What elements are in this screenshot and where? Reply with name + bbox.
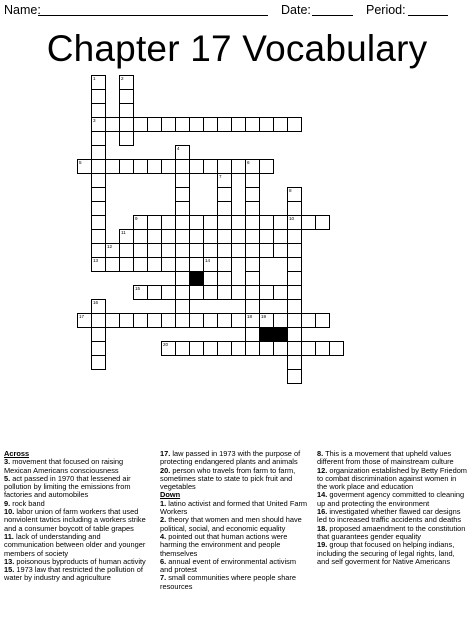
clue-number: 18 [247,314,253,319]
grid-cell[interactable] [245,201,260,216]
clue-text: pointed out that human actions were harming the environment and people themselves [160,531,288,558]
clue-item [160,516,310,533]
clue-number: 10 [289,216,295,221]
clue-item [4,508,152,533]
clue-number: 20. [160,465,171,475]
grid-cell[interactable] [259,117,274,132]
grid-cell[interactable] [147,215,162,230]
grid-cell[interactable] [133,215,148,230]
grid-cell[interactable] [217,313,232,328]
clue-number: 14. [317,490,328,500]
grid-cell[interactable] [217,215,232,230]
grid-cell[interactable] [175,201,190,216]
grid-cell[interactable] [245,327,260,342]
grid-cell[interactable] [259,341,274,356]
grid-cell[interactable] [245,187,260,202]
grid-cell[interactable] [119,131,134,146]
grid-cell[interactable] [147,159,162,174]
clue-number: 17. [160,449,171,458]
grid-cell[interactable] [287,313,302,328]
grid-cell[interactable] [119,243,134,258]
grid-cell[interactable] [217,285,232,300]
grid-cell[interactable] [91,355,106,370]
clue-item [4,475,152,500]
grid-cell[interactable] [91,229,106,244]
clue-item [160,558,310,575]
grid-cell[interactable] [91,215,106,230]
grid-cell[interactable] [91,257,106,272]
date-label: Date: [281,3,311,17]
grid-cell[interactable] [133,117,148,132]
grid-cell[interactable] [245,173,260,188]
clue-number: 15. [4,565,15,575]
grid-cell[interactable] [287,271,302,286]
clue-number: 15 [135,286,141,291]
grid-cell[interactable] [301,313,316,328]
clue-text: theory that women and men should have political, social, and economic equality [160,515,302,533]
clue-number: 9. [4,498,11,508]
clue-item [160,574,310,591]
clue-number: 8 [289,188,292,193]
grid-cell[interactable] [175,187,190,202]
grid-cell[interactable] [217,341,232,356]
clue-number: 3. [4,457,11,467]
grid-cell[interactable] [105,243,120,258]
grid-cell[interactable] [133,159,148,174]
grid-cell[interactable] [287,327,302,342]
grid-cell[interactable] [231,243,246,258]
grid-cell[interactable] [273,117,288,132]
clue-number: 13. [4,556,15,566]
clue-number: 20 [163,342,169,347]
grid-cell[interactable] [203,341,218,356]
grid-cell[interactable] [273,313,288,328]
grid-cell[interactable] [287,229,302,244]
grid-cell[interactable] [203,313,218,328]
grid-cell[interactable] [329,341,344,356]
grid-cell[interactable] [161,159,176,174]
black-square [189,271,204,286]
grid-cell[interactable] [161,215,176,230]
grid-cell[interactable] [105,313,120,328]
grid-cell[interactable] [245,285,260,300]
clue-text: labor union of farm workers that used nonviolent tavtics including a workers strike and a consumer boycott of table grapes [4,507,146,533]
grid-cell[interactable] [245,229,260,244]
grid-cell[interactable] [259,313,274,328]
grid-cell[interactable] [231,313,246,328]
grid-cell[interactable] [91,313,106,328]
clue-text: person who travels from farm to farm, sometimes state to state to pick fruit and vegetables [160,465,296,492]
grid-cell[interactable] [287,187,302,202]
grid-cell[interactable] [175,215,190,230]
clue-text: 1973 law that restricted the pollution of water by industry and agriculture [4,565,143,583]
clue-number: 1. [160,498,167,508]
clue-number: 7. [160,573,167,583]
grid-cell[interactable] [231,215,246,230]
grid-cell[interactable] [217,201,232,216]
grid-cell[interactable] [119,229,134,244]
clue-number: 10. [4,507,15,517]
clue-text: act passed in 1970 that lessened air pollution by limiting the emissions from factories and automobiles [4,473,131,500]
grid-cell[interactable] [147,285,162,300]
grid-cell[interactable] [175,271,190,286]
grid-cell[interactable] [91,243,106,258]
clue-number: 13 [93,258,99,263]
grid-cell[interactable] [119,103,134,118]
grid-cell[interactable] [245,257,260,272]
grid-cell[interactable] [287,341,302,356]
grid-cell[interactable] [259,159,274,174]
grid-cell[interactable] [189,159,204,174]
grid-cell[interactable] [259,229,274,244]
grid-cell[interactable] [77,313,92,328]
clue-item [317,491,467,508]
grid-cell[interactable] [77,159,92,174]
clue-number: 19. [317,540,328,550]
grid-cell[interactable] [91,327,106,342]
clue-item [317,467,467,492]
grid-cell[interactable] [231,117,246,132]
grid-cell[interactable] [315,341,330,356]
clue-item [160,500,310,517]
grid-cell[interactable] [189,257,204,272]
grid-cell[interactable] [231,285,246,300]
grid-cell[interactable] [161,313,176,328]
grid-cell[interactable] [161,229,176,244]
clue-text: rock band [12,498,45,508]
grid-cell[interactable] [287,201,302,216]
grid-cell[interactable] [133,229,148,244]
clue-text: organization established by Betty Friedom to combat discrimination against women in the work place and education [317,465,467,492]
grid-cell[interactable] [119,75,134,90]
grid-cell[interactable] [217,173,232,188]
grid-cell[interactable] [245,341,260,356]
clue-column-2 [160,450,310,591]
grid-cell[interactable] [189,313,204,328]
grid-cell[interactable] [217,117,232,132]
clue-item [160,450,310,467]
clue-number: 6 [247,160,250,165]
grid-cell[interactable] [287,117,302,132]
grid-cell[interactable] [119,89,134,104]
grid-cell[interactable] [147,229,162,244]
down-heading: Down [160,490,181,500]
grid-cell[interactable] [175,285,190,300]
grid-cell[interactable] [119,313,134,328]
grid-cell[interactable] [273,341,288,356]
grid-cell[interactable] [133,313,148,328]
grid-cell[interactable] [203,229,218,244]
clue-number: 2. [160,515,167,525]
grid-cell[interactable] [161,257,176,272]
grid-cell[interactable] [119,159,134,174]
clue-text: lack of understanding and communication between older and younger members of society [4,531,146,558]
clue-text: movement that focused on raising Mexican Americans consciousness [4,457,124,475]
clue-item [317,450,467,467]
grid-cell[interactable] [231,229,246,244]
grid-cell[interactable] [133,285,148,300]
grid-cell[interactable] [287,299,302,314]
clue-list [0,450,474,628]
grid-cell[interactable] [301,341,316,356]
clue-text: poisonous byproducts of human activity [16,556,146,566]
grid-cell[interactable] [287,369,302,384]
grid-cell[interactable] [273,229,288,244]
grid-cell[interactable] [91,201,106,216]
name-label: Name: [4,3,41,17]
clue-number: 5 [79,160,82,165]
clue-number: 19 [261,314,267,319]
grid-cell[interactable] [203,159,218,174]
page-title: Chapter 17 Vocabulary [46,28,428,69]
grid-cell[interactable] [161,285,176,300]
grid-cell[interactable] [161,117,176,132]
grid-cell[interactable] [217,187,232,202]
clue-number: 7 [219,174,222,179]
clue-number: 18. [317,523,328,533]
grid-cell[interactable] [189,215,204,230]
grid-cell[interactable] [287,257,302,272]
grid-cell[interactable] [175,229,190,244]
grid-cell[interactable] [287,215,302,230]
grid-cell[interactable] [245,313,260,328]
grid-cell[interactable] [175,243,190,258]
across-heading: Across [4,449,30,458]
grid-cell[interactable] [147,313,162,328]
grid-cell[interactable] [245,299,260,314]
grid-cell[interactable] [175,341,190,356]
grid-cell[interactable] [189,243,204,258]
grid-cell[interactable] [91,131,106,146]
grid-cell[interactable] [91,117,106,132]
clue-number: 12 [107,244,113,249]
clue-text: law passed in 1973 with the purpose of protecting endangered plants and animals [160,449,301,467]
grid-cell[interactable] [147,243,162,258]
clue-number: 6. [160,556,167,566]
grid-cell[interactable] [203,215,218,230]
grid-cell[interactable] [175,159,190,174]
grid-cell[interactable] [273,285,288,300]
black-square [259,327,274,342]
clue-column-3 [317,450,467,566]
grid-cell[interactable] [259,285,274,300]
clue-number: 5. [4,473,11,483]
grid-cell[interactable] [231,159,246,174]
clue-column-1 [4,450,152,583]
clue-text: group that focused on helping indians, including the securing of legal rights, land, and self goverment for Native Americans [317,540,455,566]
grid-cell[interactable] [105,159,120,174]
grid-cell[interactable] [133,243,148,258]
clue-item [317,508,467,525]
clue-number: 12. [317,465,328,475]
grid-cell[interactable] [147,117,162,132]
clue-number: 16. [317,507,328,517]
grid-cell[interactable] [189,285,204,300]
grid-cell[interactable] [315,215,330,230]
grid-cell[interactable] [91,103,106,118]
grid-cell[interactable] [203,285,218,300]
grid-cell[interactable] [119,117,134,132]
grid-cell[interactable] [217,159,232,174]
clue-text: small communities where people share resources [160,573,296,591]
clue-text: investigated whether flawed car designs led to increased traffic accidents and deaths [317,507,462,525]
grid-cell[interactable] [287,285,302,300]
clue-item [4,566,152,583]
grid-cell[interactable] [91,299,106,314]
clue-number: 4. [160,531,167,541]
grid-cell[interactable] [189,341,204,356]
period-label: Period: [366,3,406,17]
grid-cell[interactable] [175,299,190,314]
clue-number: 1 [93,76,96,81]
grid-cell[interactable] [161,341,176,356]
grid-cell[interactable] [147,257,162,272]
clue-item [4,458,152,475]
grid-cell[interactable] [91,341,106,356]
grid-cell[interactable] [91,145,106,160]
grid-cell[interactable] [245,243,260,258]
clue-number: 9 [135,216,138,221]
clue-number: 8. [317,449,324,458]
clue-text: proposed amaendment to the constitution that guarantees gender equality [317,523,466,541]
grid-cell[interactable] [91,173,106,188]
grid-cell[interactable] [119,257,134,272]
grid-cell[interactable] [203,117,218,132]
clue-number: 2 [121,76,124,81]
grid-cell[interactable] [91,159,106,174]
clue-number: 4 [177,146,180,151]
grid-cell[interactable] [217,257,232,272]
grid-cell[interactable] [287,243,302,258]
grid-cell[interactable] [245,271,260,286]
grid-cell[interactable] [175,257,190,272]
grid-cell[interactable] [245,117,260,132]
grid-cell[interactable] [273,243,288,258]
clue-number: 16 [93,300,99,305]
clue-item [160,467,310,492]
grid-cell[interactable] [301,215,316,230]
clue-text: latino activist and formed that United Farm Workers [160,498,308,517]
grid-cell[interactable] [203,257,218,272]
clue-item [4,533,152,558]
grid-cell[interactable] [259,215,274,230]
clue-number: 17 [79,314,85,319]
grid-cell[interactable] [105,257,120,272]
grid-cell[interactable] [175,145,190,160]
grid-cell[interactable] [105,117,120,132]
grid-cell[interactable] [91,187,106,202]
grid-cell[interactable] [273,215,288,230]
grid-cell[interactable] [287,355,302,370]
grid-cell[interactable] [161,243,176,258]
clue-number: 14 [205,258,211,263]
black-square [273,327,288,342]
clue-text: goverment agency committed to cleaning up and protecting the environment [317,490,465,508]
grid-cell[interactable] [203,243,218,258]
grid-cell[interactable] [217,229,232,244]
grid-cell[interactable] [189,117,204,132]
grid-cell[interactable] [91,75,106,90]
grid-cell[interactable] [189,229,204,244]
grid-cell[interactable] [245,215,260,230]
clue-number: 11. [4,531,14,541]
grid-cell[interactable] [203,271,218,286]
grid-cell[interactable] [259,243,274,258]
grid-cell[interactable] [217,243,232,258]
clue-number: 3 [93,118,96,123]
grid-cell[interactable] [245,159,260,174]
clue-text: annual event of environmental activism and protest [160,556,296,575]
grid-cell[interactable] [175,173,190,188]
clue-text: This is a movement that upheld values different from those of mainstream culture [317,449,454,467]
grid-cell[interactable] [175,117,190,132]
grid-cell[interactable] [175,313,190,328]
clue-item [160,533,310,558]
grid-cell[interactable] [315,313,330,328]
grid-cell[interactable] [217,271,232,286]
clue-item [317,541,467,566]
clue-item [317,525,467,542]
grid-cell[interactable] [91,89,106,104]
grid-cell[interactable] [231,341,246,356]
grid-cell[interactable] [133,257,148,272]
clue-number: 11 [121,230,126,235]
